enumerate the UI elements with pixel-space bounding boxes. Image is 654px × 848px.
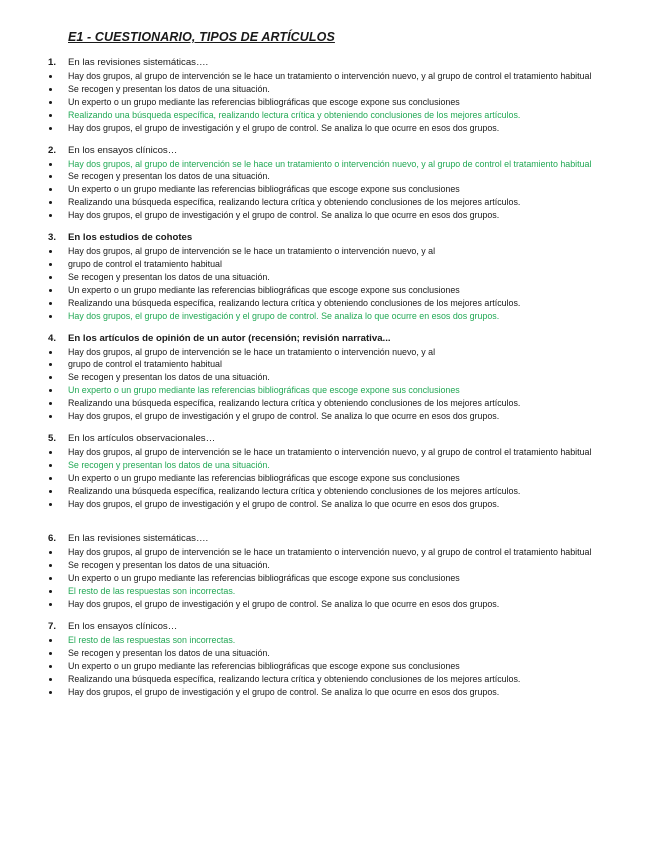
question-2: [48, 144, 614, 223]
question-text: En las revisiones sistemáticas….: [68, 533, 209, 545]
answer-options: [48, 158, 614, 223]
answer-option: [48, 271, 614, 284]
bullet-icon: [48, 686, 68, 699]
answer-options: [48, 70, 614, 135]
answer-option-text: Se recogen y presentan los datos de una situación.: [68, 271, 270, 282]
question-number: 7.: [48, 621, 57, 632]
bullet-icon: [48, 446, 68, 459]
answer-option-text: Hay dos grupos, el grupo de investigación y el grupo de control. Se analiza lo que ocurre en esos dos grupos.: [68, 411, 500, 422]
answer-options: [48, 245, 614, 322]
answer-options: [48, 634, 614, 699]
question-heading: [48, 532, 614, 545]
answer-option: [48, 686, 614, 699]
answer-option-text: Se recogen y presentan los datos de una situación.: [68, 83, 270, 94]
bullet-icon: [48, 660, 68, 673]
bullet-icon: [48, 647, 68, 660]
answer-option: [48, 673, 614, 686]
answer-option-correct: [48, 109, 614, 122]
question-number: 2.: [48, 144, 57, 156]
answer-option-text: Hay dos grupos, el grupo de investigación y el grupo de control. Se analiza lo que ocurre en esos dos grupos.: [68, 498, 500, 509]
question-7: [48, 620, 614, 699]
question-4: [48, 332, 614, 423]
answer-option-text: Un experto o un grupo mediante las referencias bibliográficas que escoge expone sus conclusiones: [68, 573, 460, 584]
answer-option-text: grupo de control el tratamiento habitual: [68, 258, 222, 269]
question-number: 6.: [48, 533, 57, 545]
bullet-icon: [48, 546, 68, 559]
answer-option: [48, 660, 614, 673]
question-1: [48, 56, 614, 135]
question-text: En los estudios de cohotes: [68, 232, 193, 244]
bullet-icon: [48, 559, 68, 572]
answer-option-text: Hay dos grupos, el grupo de investigación y el grupo de control. Se analiza lo que ocurre en esos dos grupos.: [68, 122, 500, 133]
answer-option-text: Hay dos grupos, al grupo de intervención se le hace un tratamiento o intervención nuevo, y al: [68, 346, 436, 357]
bullet-icon: [48, 634, 68, 647]
bullet-icon: [48, 209, 68, 222]
question-text: En los artículos observacionales…: [68, 432, 216, 444]
answer-option: [48, 358, 614, 371]
answer-option-text: Realizando una búsqueda específica, realizando lectura crítica y obteniendo conclusiones de los mejores artículos.: [68, 673, 521, 684]
answer-option: [48, 96, 614, 109]
answer-option: [48, 546, 614, 559]
question-5: [48, 432, 614, 511]
answer-option-text: Un experto o un grupo mediante las referencias bibliográficas que escoge expone sus conclusiones: [68, 184, 460, 195]
answer-options: [48, 546, 614, 611]
question-text: En los artículos de opinión de un autor (recensión; revisión narrativa...: [68, 332, 391, 344]
question-number: 5.: [48, 432, 57, 444]
answer-option-text: Se recogen y presentan los datos de una situación.: [68, 560, 270, 571]
answer-option: [48, 472, 614, 485]
answer-option-text: Hay dos grupos, al grupo de intervención se le hace un tratamiento o intervención nuevo, y al grupo de control el tratamiento habitual: [68, 446, 592, 457]
answer-option: [48, 258, 614, 271]
answer-option: [48, 598, 614, 611]
answer-option-text: Un experto o un grupo mediante las referencias bibliográficas que escoge expone sus conclusiones: [68, 96, 460, 107]
question-heading: [48, 231, 614, 244]
bullet-icon: [48, 498, 68, 511]
answer-option-text: Realizando una búsqueda específica, realizando lectura crítica y obteniendo conclusiones de los mejores artículos.: [68, 109, 521, 120]
bullet-icon: [48, 472, 68, 485]
answer-option-text: Un experto o un grupo mediante las referencias bibliográficas que escoge expone sus conclusiones: [68, 385, 460, 396]
bullet-icon: [48, 83, 68, 96]
bullet-icon: [48, 170, 68, 183]
answer-option: [48, 284, 614, 297]
question-number: 1.: [48, 57, 57, 68]
answer-option-text: El resto de las respuestas son incorrectas.: [68, 635, 236, 645]
bullet-icon: [48, 673, 68, 686]
answer-option-text: Realizando una búsqueda específica, realizando lectura crítica y obteniendo conclusiones de los mejores artículos.: [68, 197, 521, 208]
answer-option: [48, 83, 614, 96]
answer-option-text: Hay dos grupos, al grupo de intervención se le hace un tratamiento o intervención nuevo, y al grupo de control el tratamiento habitual: [68, 71, 592, 81]
bullet-icon: [48, 258, 68, 271]
answer-option: [48, 647, 614, 660]
answer-option: [48, 346, 614, 359]
question-6: [48, 532, 614, 611]
answer-option-correct: [48, 585, 614, 598]
answer-option-text: Se recogen y presentan los datos de una situación.: [68, 459, 270, 470]
answer-option: [48, 245, 614, 258]
answer-option: [48, 446, 614, 459]
bullet-icon: [48, 284, 68, 297]
answer-option: [48, 485, 614, 498]
question-3: [48, 231, 614, 322]
answer-option-text: Hay dos grupos, el grupo de investigación y el grupo de control. Se analiza lo que ocurre en esos dos grupos.: [68, 210, 500, 221]
bullet-icon: [48, 297, 68, 310]
bullet-icon: [48, 122, 68, 135]
answer-option-text: grupo de control el tratamiento habitual: [68, 359, 222, 370]
question-number: 4.: [48, 332, 57, 344]
bullet-icon: [48, 598, 68, 611]
bullet-icon: [48, 196, 68, 209]
answer-option: [48, 397, 614, 410]
bullet-icon: [48, 585, 68, 598]
bullet-icon: [48, 158, 68, 171]
answer-option-correct: [48, 158, 614, 171]
answer-option: [48, 371, 614, 384]
answer-option-text: El resto de las respuestas son incorrectas.: [68, 586, 236, 597]
answer-options: [48, 446, 614, 511]
question-heading: [48, 432, 614, 445]
answer-option-correct: [48, 310, 614, 323]
question-heading: [48, 332, 614, 345]
answer-option-text: Un experto o un grupo mediante las referencias bibliográficas que escoge expone sus conclusiones: [68, 284, 460, 295]
bullet-icon: [48, 310, 68, 323]
bullet-icon: [48, 485, 68, 498]
bullet-icon: [48, 346, 68, 359]
bullet-icon: [48, 459, 68, 472]
answer-option-text: Un experto o un grupo mediante las referencias bibliográficas que escoge expone sus conclusiones: [68, 660, 460, 671]
bullet-icon: [48, 384, 68, 397]
answer-option: [48, 572, 614, 585]
question-heading: [48, 620, 614, 633]
bullet-icon: [48, 371, 68, 384]
answer-option-text: Realizando una búsqueda específica, realizando lectura crítica y obteniendo conclusiones de los mejores artículos.: [68, 398, 521, 409]
answer-option-text: Realizando una búsqueda específica, realizando lectura crítica y obteniendo conclusiones de los mejores artículos.: [68, 485, 521, 496]
question-text: En los ensayos clínicos…: [68, 144, 178, 156]
answer-option: [48, 196, 614, 209]
answer-option: [48, 297, 614, 310]
answer-options: [48, 346, 614, 423]
answer-option-text: Realizando una búsqueda específica, realizando lectura crítica y obteniendo conclusiones de los mejores artículos.: [68, 297, 521, 308]
answer-option-text: Se recogen y presentan los datos de una situación.: [68, 372, 270, 383]
answer-option-text: Un experto o un grupo mediante las referencias bibliográficas que escoge expone sus conclusiones: [68, 472, 460, 483]
bullet-icon: [48, 245, 68, 258]
answer-option-text: Se recogen y presentan los datos de una situación.: [68, 171, 270, 182]
bullet-icon: [48, 183, 68, 196]
answer-option: [48, 559, 614, 572]
answer-option-text: Hay dos grupos, al grupo de intervención se le hace un tratamiento o intervención nuevo, y al grupo de control el tratamiento habitual: [68, 158, 592, 169]
answer-option-correct: [48, 459, 614, 472]
bullet-icon: [48, 271, 68, 284]
answer-option-text: Hay dos grupos, el grupo de investigación y el grupo de control. Se analiza lo que ocurre en esos dos grupos.: [68, 599, 500, 610]
bullet-icon: [48, 109, 68, 122]
question-list: [48, 56, 614, 699]
bullet-icon: [48, 410, 68, 423]
answer-option: [48, 209, 614, 222]
answer-option: [48, 183, 614, 196]
document-title: E1 - CUESTIONARIO, TIPOS DE ARTÍCULOS: [68, 30, 335, 44]
answer-option: [48, 122, 614, 135]
answer-option: [48, 170, 614, 183]
answer-option-correct: [48, 384, 614, 397]
answer-option-text: Se recogen y presentan los datos de una situación.: [68, 647, 270, 658]
question-heading: [48, 144, 614, 157]
answer-option: [48, 70, 614, 83]
question-number: 3.: [48, 232, 57, 244]
answer-option-text: Hay dos grupos, al grupo de intervención se le hace un tratamiento o intervención nuevo, y al grupo de control el tratamiento habitual: [68, 547, 592, 558]
bullet-icon: [48, 358, 68, 371]
question-text: En los ensayos clínicos…: [68, 621, 178, 632]
bullet-icon: [48, 397, 68, 410]
answer-option: [48, 410, 614, 423]
answer-option-correct: [48, 634, 614, 647]
answer-option-text: Hay dos grupos, al grupo de intervención se le hace un tratamiento o intervención nuevo, y al: [68, 246, 436, 257]
answer-option-text: Hay dos grupos, el grupo de investigación y el grupo de control. Se analiza lo que ocurre en esos dos grupos.: [68, 686, 500, 697]
question-heading: [48, 56, 614, 69]
bullet-icon: [48, 96, 68, 109]
answer-option-text: Hay dos grupos, el grupo de investigación y el grupo de control. Se analiza lo que ocurre en esos dos grupos.: [68, 310, 500, 321]
question-text: En las revisiones sistemáticas….: [68, 57, 209, 68]
bullet-icon: [48, 70, 68, 83]
answer-option: [48, 498, 614, 511]
bullet-icon: [48, 572, 68, 585]
